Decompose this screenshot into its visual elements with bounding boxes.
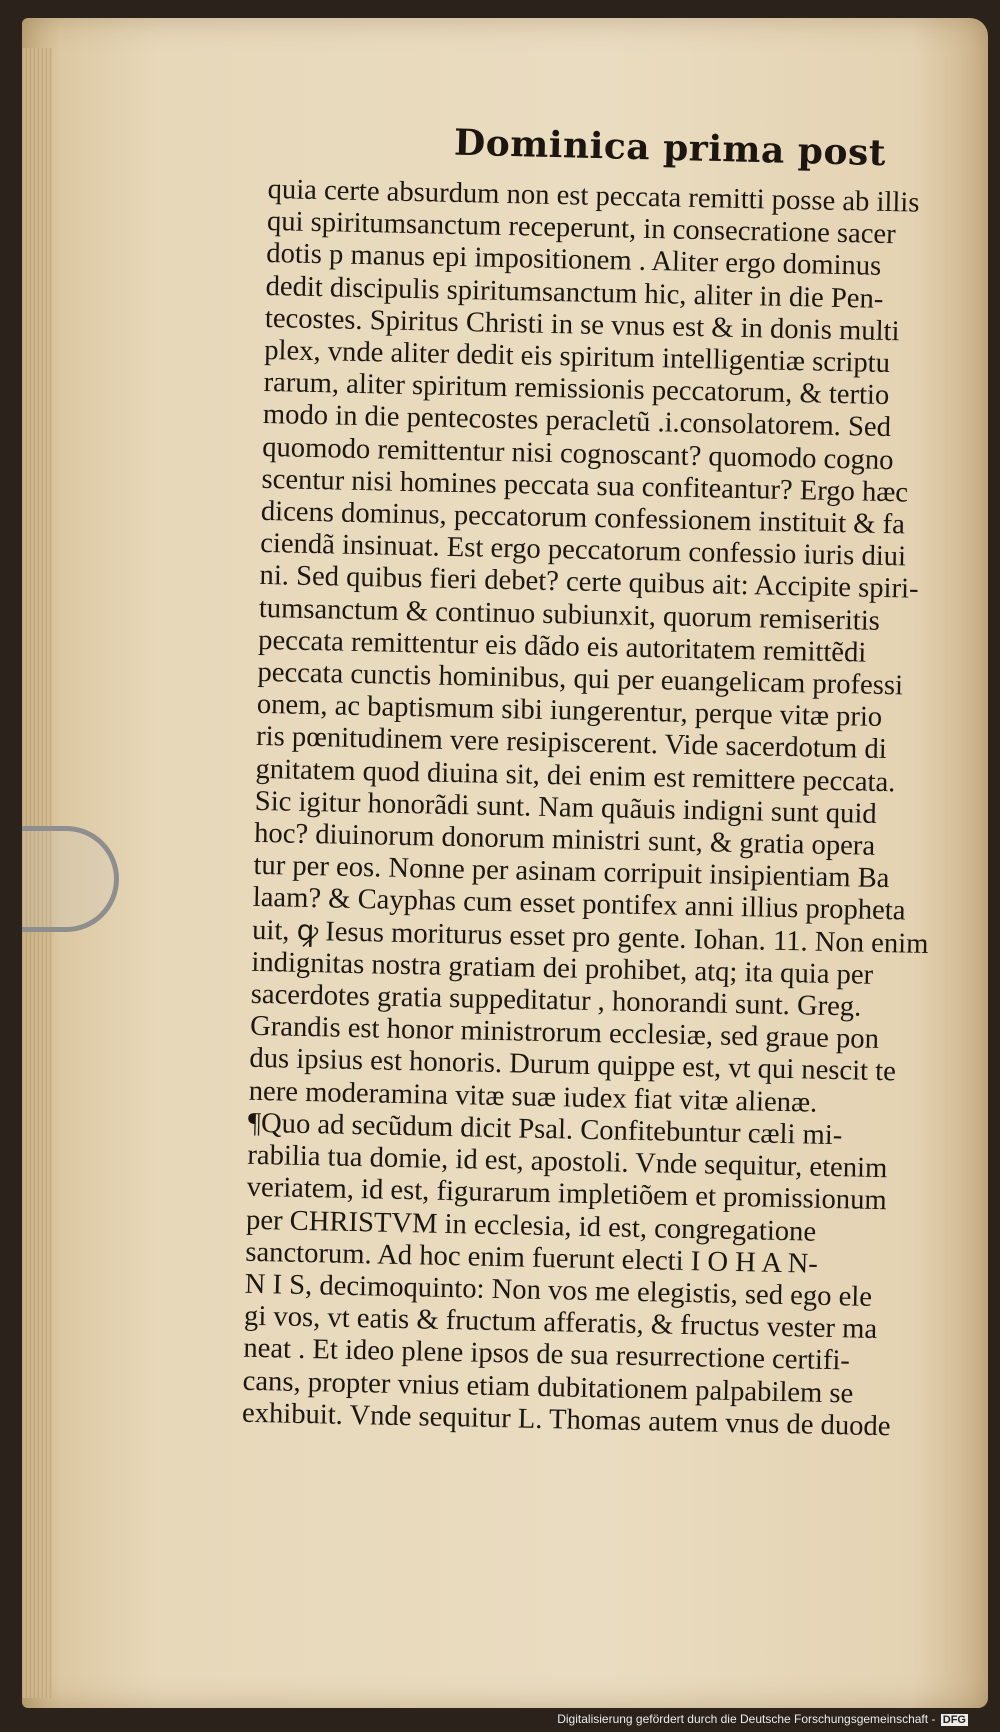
text-line: per CHRISTVM in ecclesia, id est, congregatione xyxy=(245,1204,817,1248)
page-clip xyxy=(22,826,119,932)
text-line: dicens dominus, peccatorum confessionem instituit & fa xyxy=(260,495,906,541)
text-line: sacerdotes gratia suppeditatur , honorandi sunt. Greg. xyxy=(250,978,862,1023)
text-line: N I S, decimoquinto: Non vos me elegistis, sed ego ele xyxy=(244,1268,873,1313)
text-line: neat . Et ideo plene ipsos de sua resurrectione certifi- xyxy=(243,1333,851,1377)
text-line: Grandis est honor ministrorum ecclesiæ, sed graue pon xyxy=(249,1011,880,1056)
text-line: ris pœnitudinem vere resipiscerent. Vide sacerdotum di xyxy=(255,721,888,766)
text-line: dedit discipulis spiritumsanctum hic, aliter in die Pen- xyxy=(265,270,884,315)
text-line: scentur nisi homines peccata sua confiteantur? Ergo hæc xyxy=(261,463,909,509)
text-line: peccata cunctis hominibus, qui per euangelicam professi xyxy=(257,656,904,702)
text-line: hoc? diuinorum donorum ministri sunt, & gratia opera xyxy=(253,817,876,862)
footer-text: Digitalisierung gefördert durch die Deutsche Forschungsgemeinschaft - xyxy=(557,1712,936,1726)
text-line: qui spiritumsanctum receperunt, in consecratione sacer xyxy=(266,206,897,251)
text-line: gi vos, vt eatis & fructum afferatis, & fructus vester ma xyxy=(243,1300,878,1346)
book-page xyxy=(22,18,988,1708)
text-line: tur per eos. Nonne per asinam corripuit insipientiam Ba xyxy=(253,850,890,895)
running-head: Dominica prima post xyxy=(453,121,887,175)
text-line: quomodo remittentur nisi cognoscant? quomodo cogno xyxy=(261,431,894,476)
text-line: peccata remittentur eis dãdo eis autoritatem remittẽdi xyxy=(257,624,867,669)
text-line: plex, vnde aliter dedit eis spiritum intelligentiæ scriptu xyxy=(263,334,891,380)
text-line: ni. Sed quibus fieri debet? certe quibus ait: Accipite spiri- xyxy=(259,560,919,606)
text-line: uit, ꝙ Iesus moriturus esset pro gente. Iohan. 11. Non enim xyxy=(251,914,929,960)
text-line: onem, ac baptismum sibi iungerentur, perque vitæ prio xyxy=(256,689,883,734)
text-line: exhibuit. Vnde sequitur L. Thomas autem vnus de duode xyxy=(241,1397,891,1443)
text-line: indignitas nostra gratiam dei prohibet, atq; ita quia per xyxy=(251,946,874,991)
body-text xyxy=(242,174,1000,1445)
dfg-logo: DFG xyxy=(942,1714,966,1726)
footer-credit xyxy=(557,1712,968,1726)
text-line: nere moderamina vitæ suæ iudex fiat vitæ alienæ. xyxy=(248,1075,818,1119)
text-line: dus ipsius est honoris. Durum quippe est, vt qui nescit te xyxy=(249,1043,897,1088)
text-line: veriatem, id est, figurarum impletiõem et promissionum xyxy=(246,1172,888,1217)
text-line: rabilia tua domie, id est, apostoli. Vnde sequitur, etenim xyxy=(247,1139,888,1185)
text-line: sanctorum. Ad hoc enim fuerunt electi I O H A N- xyxy=(245,1236,819,1280)
text-line: tumsanctum & continuo subiunxit, quorum remiseritis xyxy=(258,592,881,637)
text-line: ¶Quo ad secũdum dicit Psal. Confitebuntur cæli mi- xyxy=(247,1107,843,1152)
text-line: dotis p manus epi impositionem . Aliter ergo dominus xyxy=(266,238,882,283)
text-line: tecostes. Spiritus Christi in se vnus est & in donis multi xyxy=(264,302,900,348)
text-line: laam? & Cayphas cum esset pontifex anni illius propheta xyxy=(252,882,906,927)
text-line: quia certe absurdum non est peccata remitti posse ab illis xyxy=(267,174,920,219)
text-line: Sic igitur honorãdi sunt. Nam quãuis indigni sunt quid xyxy=(254,785,877,830)
text-line: cans, propter vnius etiam dubitationem palpabilem se xyxy=(242,1365,854,1410)
text-line: modo in die pentecostes peracletũ .i.consolatorem. Sed xyxy=(262,399,892,444)
text-line: rarum, aliter spiritum remissionis peccatorum, & tertio xyxy=(263,367,890,412)
text-line: ciendã insinuat. Est ergo peccatorum confessio iuris diui xyxy=(259,528,907,573)
text-line: gnitatem quod diuina sit, dei enim est remittere peccata. xyxy=(255,753,896,798)
